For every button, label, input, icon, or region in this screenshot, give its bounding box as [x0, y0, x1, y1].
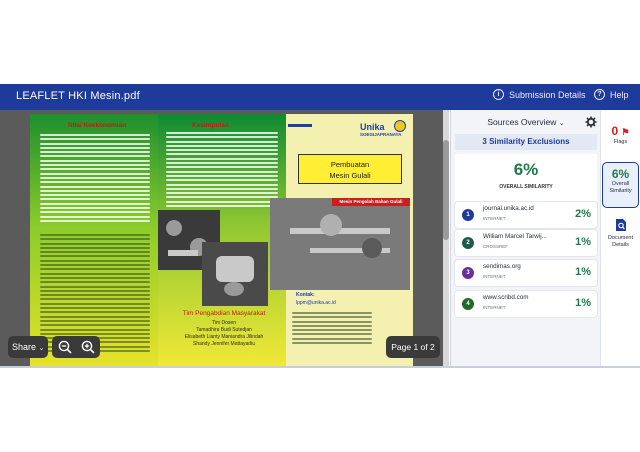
sources-overview-label: Sources Overview [487, 117, 557, 127]
zoom-controls [52, 336, 100, 358]
document-details-tab[interactable] [602, 218, 639, 249]
team-name-2: Elisabeth Lianty Maniandra Jilindah [184, 334, 264, 340]
overall-similarity-label: OVERALL SIMILARITY [499, 184, 553, 190]
nilai-text [40, 134, 150, 224]
overall-similarity-percent: 6% [513, 160, 539, 179]
source-name: www.scribd.com [483, 294, 529, 301]
source-number-badge: 2 [462, 237, 474, 249]
source-type: INTERNET [483, 274, 506, 279]
flags-label: Flags [613, 139, 628, 145]
leaflet-title-line1: Pembuatan [330, 160, 370, 169]
team-names [168, 320, 280, 348]
team-name-1: Tamadhira Budi Sutedjan [196, 327, 252, 333]
contact-heading: Kontak: [296, 292, 315, 298]
logo-subtitle: SOEGIJAPRANATA [360, 132, 402, 137]
contact-email: lppm@unika.ac.id [296, 300, 336, 306]
source-name: sendimas.org [483, 263, 521, 270]
share-button[interactable] [8, 336, 48, 358]
nilai-heading: Nilai Keekonomian [68, 122, 127, 129]
top-bar [0, 84, 640, 110]
sources-panel [450, 110, 600, 366]
blue-rule [288, 124, 312, 127]
document-page [30, 114, 413, 366]
source-number-badge: 1 [462, 209, 474, 221]
source-name: William Marcel Tarwij... [483, 233, 547, 240]
university-logo [360, 120, 406, 142]
info-icon: i [493, 89, 504, 100]
source-type: INTERNET [483, 216, 506, 221]
flags-count: 0 [611, 124, 619, 138]
page-indicator[interactable]: Page 1 of 2 [386, 336, 440, 358]
bottom-divider [0, 366, 640, 368]
chevron-down-icon: ⌄ [38, 345, 45, 352]
document-search-icon [615, 218, 627, 232]
right-rail [600, 110, 640, 366]
help-icon: ? [594, 89, 605, 100]
viewer-scrollbar[interactable] [443, 110, 449, 366]
chevron-down-icon: ⌄ [558, 120, 565, 127]
help-label: Help [610, 89, 629, 100]
source-card[interactable] [455, 230, 597, 256]
source-number-badge: 4 [462, 298, 474, 310]
kesimpulan-text [166, 132, 278, 209]
gear-icon[interactable] [585, 116, 597, 128]
leaflet-title-box [298, 154, 402, 184]
source-percent: 1% [575, 266, 591, 278]
logo-name: Unika [360, 122, 385, 132]
source-card[interactable] [455, 202, 597, 228]
zoom-out-icon[interactable] [57, 339, 73, 355]
source-card[interactable] [455, 291, 597, 317]
machine-photo-3 [270, 198, 410, 290]
machine-photo-2 [202, 242, 268, 306]
flags-tab[interactable] [602, 124, 639, 146]
overall-tab-label-2: Similarity [609, 188, 632, 194]
submission-details-label: Submission Details [509, 89, 586, 100]
source-type: CROSSREF [483, 244, 509, 249]
team-name-0: Tim Dosen [212, 320, 236, 326]
source-percent: 2% [575, 208, 591, 220]
flag-icon: ⚑ [621, 127, 630, 137]
overall-similarity-tab[interactable] [602, 162, 639, 208]
document-details-label-2: Details [612, 242, 629, 248]
source-name: journal.unika.ac.id [483, 205, 534, 212]
source-percent: 1% [575, 236, 591, 248]
leaflet-title-line2: Mesin Gulali [329, 171, 371, 180]
sources-overview-dropdown[interactable] [451, 110, 601, 134]
overall-tab-label-1: Overall [611, 181, 630, 187]
contact-text [292, 312, 372, 346]
kesimpulan-heading: Kesimpulan [192, 122, 229, 129]
submission-details-button[interactable] [493, 89, 586, 100]
source-card[interactable] [455, 260, 597, 286]
document-title: LEAFLET HKI Mesin.pdf [16, 90, 140, 102]
team-heading: Tim Pengabdian Masyarakat [182, 310, 266, 317]
source-number-badge: 3 [462, 267, 474, 279]
similarity-exclusions[interactable]: 3 Similarity Exclusions [455, 134, 597, 150]
document-details-label-1: Document [607, 235, 634, 241]
zoom-in-icon[interactable] [80, 339, 96, 355]
leaflet-subtitle: Mesin Pengolah Bahan Gulali [332, 198, 410, 206]
overall-similarity-tab-percent: 6% [611, 167, 630, 181]
viewer-scrollbar-thumb[interactable] [443, 140, 449, 240]
help-button[interactable] [594, 89, 629, 100]
share-label: Share [12, 342, 37, 352]
overall-similarity-box [455, 154, 597, 202]
team-name-3: Shandy Jennifer Mattayadiu [193, 341, 255, 347]
logo-badge-icon [394, 120, 406, 132]
source-type: INTERNET [483, 305, 506, 310]
document-viewer[interactable] [0, 110, 449, 366]
source-percent: 1% [575, 297, 591, 309]
